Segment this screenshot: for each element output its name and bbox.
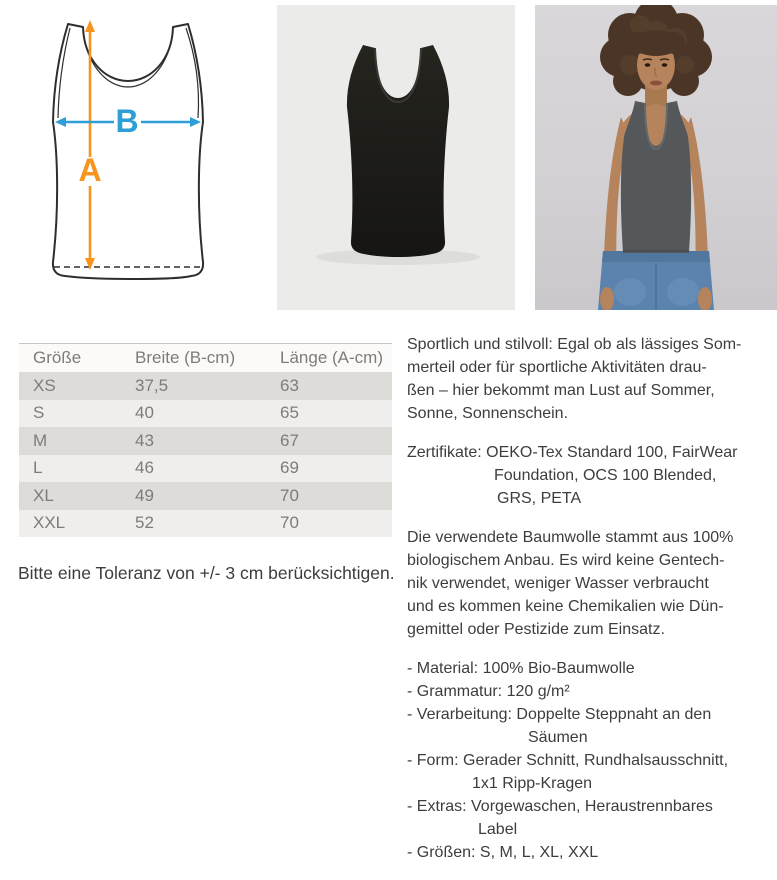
size-table-header-row	[19, 344, 392, 373]
width-label: B	[115, 103, 139, 139]
spec-line-verarbeitung-cont: Säumen	[528, 729, 588, 746]
description-line: Die verwendete Baumwolle stammt aus 100%	[407, 529, 734, 546]
size-table	[19, 343, 392, 537]
description-line: ßen – hier bekommt man Lust auf Sommer,	[407, 382, 715, 399]
spec-line-grammatur: - Grammatur: 120 g/m²	[407, 683, 570, 700]
size-cell: XS	[33, 375, 56, 395]
col-header-laenge: Länge (A-cm)	[280, 344, 392, 373]
description-line: Sportlich und stilvoll: Egal ob als lässiges Som-	[407, 336, 742, 353]
size-cell: XL	[33, 485, 54, 505]
description-line: GRS, PETA	[497, 490, 582, 507]
size-cell: M	[33, 430, 48, 450]
description-line: Sonne, Sonnenschein.	[407, 405, 569, 422]
col-header-breite: Breite (B-cm)	[135, 344, 280, 373]
laenge-cell: 67	[280, 430, 299, 450]
laenge-cell: 63	[280, 375, 299, 395]
breite-cell: 40	[135, 403, 154, 423]
product-photo-flat	[277, 5, 515, 310]
breite-cell: 52	[135, 513, 154, 533]
table-row-xl	[19, 482, 392, 510]
breite-cell: 46	[135, 458, 154, 478]
tolerance-note: Bitte eine Toleranz von +/- 3 cm berücksichtigen.	[18, 563, 395, 583]
model-jeans	[598, 251, 714, 310]
description-line: Zertifikate: OEKO-Tex Standard 100, FairWear	[407, 444, 738, 461]
black-tank-top-image	[277, 5, 515, 310]
size-diagram	[35, 10, 235, 300]
description-line: nik verwendet, weniger Wasser verbraucht	[407, 575, 709, 592]
breite-cell: 49	[135, 485, 154, 505]
description-line: und es kommen keine Chemikalien wie Dün-	[407, 598, 724, 615]
breite-cell: 37,5	[135, 375, 169, 395]
spec-line-extras-cont: Label	[478, 821, 518, 838]
description-paragraph-specs	[407, 657, 777, 864]
laenge-cell: 70	[280, 513, 299, 533]
laenge-cell: 69	[280, 458, 299, 478]
tank-top-outline	[53, 24, 203, 279]
model-wearing-tank-top-image	[535, 5, 777, 310]
spec-line-extras: - Extras: Vorgewaschen, Heraustrennbares	[407, 798, 713, 815]
description-line: gemittel oder Pestizide zum Einsatz.	[407, 621, 665, 638]
spec-line-material: - Material: 100% Bio-Baumwolle	[407, 660, 635, 677]
spec-line-form: - Form: Gerader Schnitt, Rundhalsausschnitt,	[407, 752, 729, 769]
size-cell: S	[33, 403, 45, 423]
hair-fringe	[627, 30, 685, 56]
description-paragraph-cotton	[407, 526, 777, 641]
product-photo-model	[535, 5, 777, 310]
col-header-groesse: Größe	[19, 344, 135, 373]
table-row-xs	[19, 372, 392, 400]
description-line: biologischem Anbau. Es wird keine Gentech-	[407, 552, 725, 569]
laenge-cell: 65	[280, 403, 299, 423]
spec-line-verarbeitung: - Verarbeitung: Doppelte Steppnaht an den	[407, 706, 712, 723]
table-row-s	[19, 400, 392, 428]
table-row-l	[19, 455, 392, 483]
spec-line-form-cont: 1x1 Ripp-Kragen	[472, 775, 593, 792]
table-row-xxl	[19, 510, 392, 538]
description-line: merteil oder für sportliche Aktivitäten drau-	[407, 359, 707, 376]
size-cell: L	[33, 458, 43, 478]
description-paragraph-intro	[407, 333, 777, 425]
description-paragraph-certificates	[407, 441, 777, 510]
spec-line-groessen: - Größen: S, M, L, XL, XXL	[407, 844, 599, 861]
product-description	[407, 333, 777, 880]
black-tank-silhouette	[347, 45, 449, 257]
laenge-cell: 70	[280, 485, 299, 505]
length-label: A	[78, 152, 102, 188]
table-row-m	[19, 427, 392, 455]
size-cell: XXL	[33, 513, 66, 533]
description-line: Foundation, OCS 100 Blended,	[494, 467, 717, 484]
breite-cell: 43	[135, 430, 154, 450]
